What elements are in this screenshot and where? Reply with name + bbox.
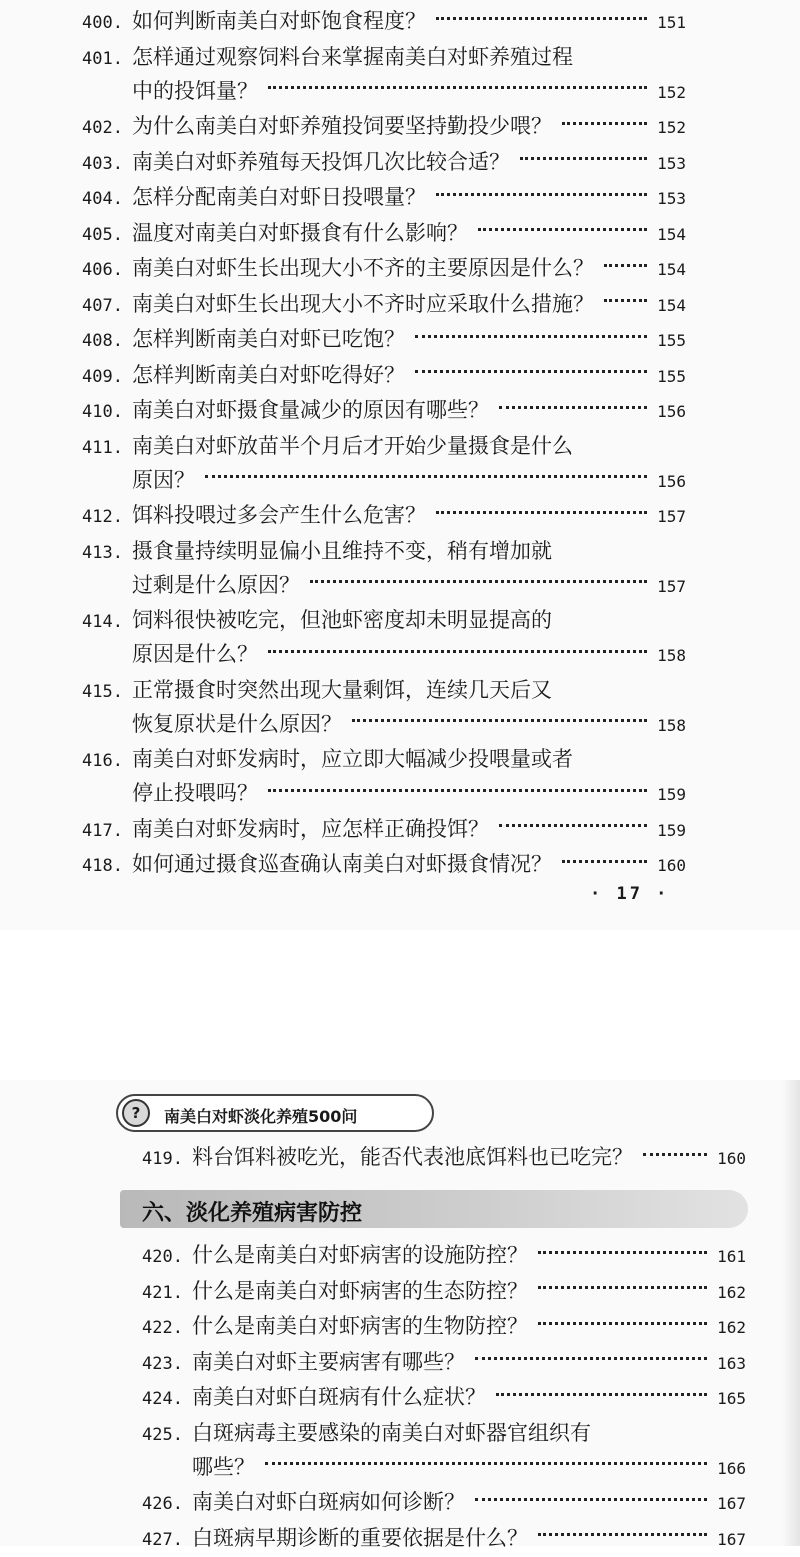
leader-dots [475, 1498, 707, 1501]
leader-dots [496, 1393, 707, 1396]
entry-title: 白斑病早期诊断的重要依据是什么？ [192, 1525, 528, 1550]
entry-title: 停止投喂吗？ [132, 781, 258, 805]
toc-entry[interactable] [82, 145, 686, 179]
entry-title: 如何通过摄食巡查确认南美白对虾摄食情况？ [132, 852, 552, 876]
page-folio: · 17 · [590, 884, 670, 904]
leader-dots [604, 264, 647, 267]
page-number: 167 [717, 1494, 746, 1513]
entry-number: 404. [82, 189, 123, 209]
toc-entry[interactable] [142, 1238, 746, 1272]
page-number: 167 [717, 1529, 746, 1549]
entry-number: 406. [82, 260, 123, 280]
section-title: 六、淡化养殖病害防控 [142, 1201, 363, 1226]
toc-entry[interactable] [142, 1521, 746, 1555]
toc-entry[interactable] [82, 393, 686, 427]
entry-number: 401. [82, 48, 123, 69]
entry-title: 原因是什么？ [132, 642, 258, 666]
toc-entry[interactable] [82, 429, 686, 497]
page-number: 154 [657, 260, 686, 279]
leader-dots [265, 1462, 707, 1465]
entry-title: 如何判断南美白对虾饱食程度？ [132, 9, 426, 33]
entry-number: 403. [82, 153, 123, 174]
page-number: 154 [657, 295, 686, 315]
page-number: 162 [717, 1318, 746, 1337]
toc-entry[interactable] [142, 1380, 746, 1414]
entry-title: 怎样判断南美白对虾已吃饱？ [132, 327, 405, 351]
page-number: 157 [657, 576, 686, 596]
toc-entry[interactable] [82, 109, 686, 143]
page-number: 165 [717, 1389, 746, 1408]
entry-title: 中的投饵量？ [132, 78, 258, 103]
leader-dots [205, 475, 647, 478]
leader-dots [604, 299, 647, 302]
leader-dots [478, 228, 647, 231]
page-number: 159 [657, 785, 686, 804]
entry-title: 原因？ [132, 467, 195, 492]
page-number: 155 [657, 366, 686, 386]
leader-dots [538, 1286, 707, 1289]
toc-entry[interactable] [82, 40, 686, 108]
entry-title: 什么是南美白对虾病害的生态防控？ [192, 1278, 528, 1303]
entry-title: 南美白对虾放苗半个月后才开始少量摄食是什么 [132, 433, 573, 458]
entry-title: 过剩是什么原因？ [132, 572, 300, 597]
entry-title: 温度对南美白对虾摄食有什么影响？ [132, 220, 468, 245]
entry-number: 415. [82, 681, 123, 702]
entry-title: 南美白对虾摄食量减少的原因有哪些？ [132, 398, 489, 422]
toc-entry[interactable] [82, 673, 686, 741]
entry-title: 白斑病毒主要感染的南美白对虾器官组织有 [192, 1420, 591, 1445]
entry-number: 410. [82, 402, 123, 422]
section-heading-bar [120, 1190, 748, 1228]
page-number: 156 [657, 402, 686, 421]
toc-entry[interactable] [82, 812, 686, 846]
entry-number: 405. [82, 224, 123, 245]
toc-entry[interactable] [82, 180, 686, 214]
entry-number: 417. [82, 820, 123, 841]
leader-dots [415, 370, 647, 373]
page-number: 160 [717, 1149, 746, 1168]
entry-number: 409. [82, 366, 123, 387]
entry-number: 402. [82, 118, 123, 138]
entry-number: 416. [82, 751, 123, 771]
entry-number: 413. [82, 542, 123, 563]
toc-entry[interactable] [82, 358, 686, 392]
page-number: 163 [717, 1353, 746, 1373]
entry-title: 料台饵料被吃光，能否代表池底饵料也已吃完？ [192, 1145, 633, 1169]
entry-title: 怎样通过观察饲料台来掌握南美白对虾养殖过程 [132, 44, 573, 69]
entry-title: 怎样判断南美白对虾吃得好？ [132, 362, 405, 387]
entry-title: 恢复原状是什么原因？ [132, 711, 342, 736]
toc-entry[interactable] [82, 251, 686, 285]
toc-entry[interactable] [82, 498, 686, 532]
toc-entry[interactable] [142, 1309, 746, 1343]
toc-entry[interactable] [82, 742, 686, 810]
leader-dots [415, 335, 647, 338]
leader-dots [268, 789, 647, 792]
toc-entry[interactable] [142, 1416, 746, 1484]
entry-number: 408. [82, 331, 123, 351]
page-number: 158 [657, 715, 686, 735]
entry-title: 饲料很快被吃完，但池虾密度却未明显提高的 [132, 608, 552, 632]
entry-title: 南美白对虾养殖每天投饵几次比较合适？ [132, 149, 510, 174]
entry-number: 426. [142, 1494, 183, 1514]
page-number: 152 [657, 82, 686, 102]
entry-number: 422. [142, 1318, 183, 1338]
page-number: 151 [657, 13, 686, 32]
leader-dots [475, 1357, 707, 1360]
toc-entry[interactable] [142, 1274, 746, 1308]
leader-dots [562, 860, 647, 863]
leader-dots [562, 122, 647, 125]
entry-number: 414. [82, 612, 123, 632]
book-title: 南美白对虾淡化养殖500问 [164, 1107, 358, 1126]
page-number: 158 [657, 646, 686, 665]
page-number: 154 [657, 224, 686, 244]
page-number: 160 [657, 856, 686, 875]
entry-title: 南美白对虾白斑病如何诊断？ [192, 1490, 465, 1514]
entry-number: 411. [82, 437, 123, 458]
toc-entry[interactable] [142, 1345, 746, 1379]
entry-number: 420. [142, 1247, 183, 1267]
entry-title: 南美白对虾发病时，应立即大幅减少投喂量或者 [132, 747, 573, 771]
toc-entry[interactable] [142, 1485, 746, 1519]
page-number: 153 [657, 153, 686, 173]
entry-title: 怎样分配南美白对虾日投喂量？ [132, 185, 426, 209]
toc-entry[interactable] [82, 4, 686, 38]
entry-number: 418. [82, 856, 123, 876]
leader-dots [538, 1251, 707, 1254]
toc-entry[interactable] [82, 322, 686, 356]
toc-entry[interactable] [82, 287, 686, 321]
entry-number: 425. [142, 1424, 183, 1445]
entry-title: 南美白对虾发病时，应怎样正确投饵？ [132, 816, 489, 841]
entry-title: 什么是南美白对虾病害的生物防控？ [192, 1314, 528, 1338]
entry-number: 407. [82, 295, 123, 316]
entry-number: 427. [142, 1529, 183, 1550]
entry-title: 哪些？ [192, 1454, 255, 1479]
entry-title: 摄食量持续明显偏小且维持不变，稍有增加就 [132, 538, 552, 563]
page-number: 156 [657, 471, 686, 491]
entry-number: 423. [142, 1353, 183, 1374]
entry-number: 400. [82, 13, 123, 33]
page-number: 161 [717, 1247, 746, 1266]
entry-title: 南美白对虾生长出现大小不齐时应采取什么措施？ [132, 291, 594, 316]
leader-dots [268, 86, 647, 89]
book-header-badge [116, 1094, 434, 1132]
entry-number: 421. [142, 1282, 183, 1303]
entry-title: 南美白对虾白斑病有什么症状？ [192, 1385, 486, 1409]
leader-dots [436, 511, 647, 514]
question-bubble-icon: ? [122, 1099, 150, 1127]
leader-dots [499, 406, 647, 409]
leader-dots [538, 1533, 707, 1536]
leader-dots [310, 580, 647, 583]
page-number: 152 [657, 118, 686, 137]
leader-dots [538, 1322, 707, 1325]
entry-title: 正常摄食时突然出现大量剩饵，连续几天后又 [132, 677, 552, 702]
leader-dots [499, 824, 647, 827]
page-number: 166 [717, 1458, 746, 1478]
entry-number: 419. [142, 1149, 183, 1169]
entry-title: 为什么南美白对虾养殖投饲要坚持勤投少喂？ [132, 114, 552, 138]
leader-dots [352, 719, 647, 722]
leader-dots [436, 17, 647, 20]
page-number: 162 [717, 1282, 746, 1302]
toc-entry[interactable] [142, 1140, 746, 1174]
entry-title: 南美白对虾生长出现大小不齐的主要原因是什么？ [132, 256, 594, 280]
page-number: 153 [657, 189, 686, 208]
page-number: 157 [657, 507, 686, 526]
toc-entry[interactable] [82, 216, 686, 250]
page-gutter-shadow [782, 1080, 800, 1546]
page-number: 159 [657, 820, 686, 840]
leader-dots [436, 193, 647, 196]
toc-entry[interactable] [82, 603, 686, 671]
toc-entry[interactable] [82, 534, 686, 602]
entry-title: 南美白对虾主要病害有哪些？ [192, 1349, 465, 1374]
entry-number: 412. [82, 507, 123, 527]
page-number: 155 [657, 331, 686, 350]
leader-dots [268, 650, 647, 653]
entry-number: 424. [142, 1389, 183, 1409]
toc-entry[interactable] [82, 847, 686, 881]
entry-title: 什么是南美白对虾病害的设施防控？ [192, 1243, 528, 1267]
leader-dots [643, 1153, 707, 1156]
entry-title: 饵料投喂过多会产生什么危害？ [132, 503, 426, 527]
leader-dots [520, 157, 647, 160]
